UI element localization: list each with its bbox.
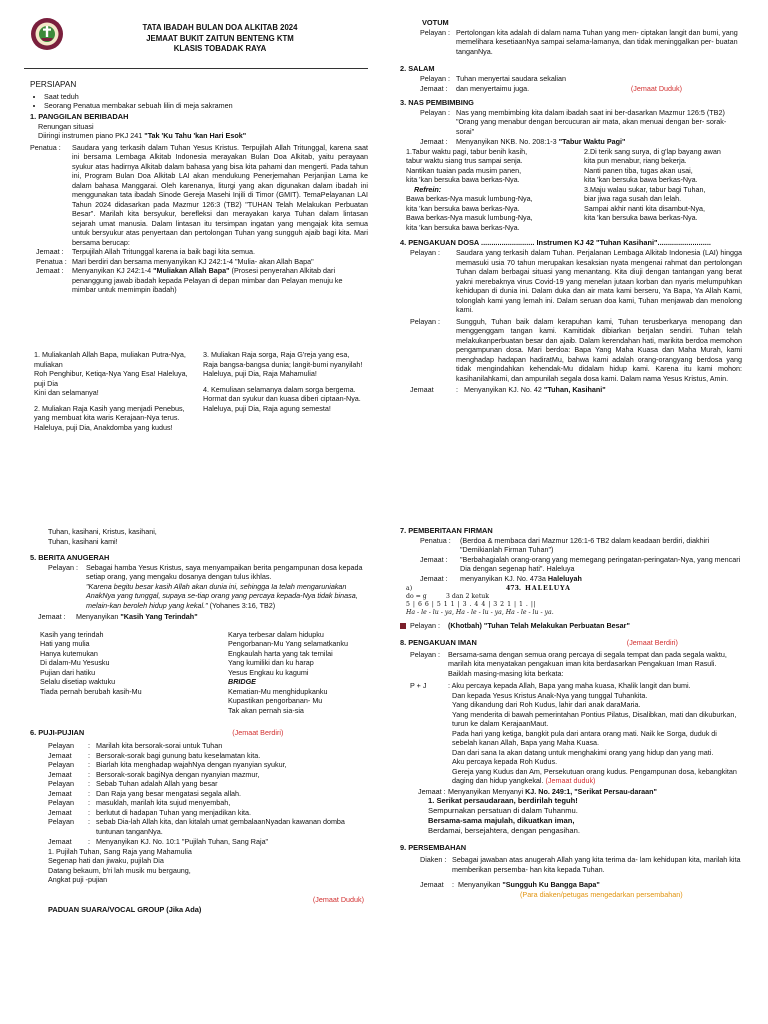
persiapan-title: PERSIAPAN xyxy=(30,80,77,89)
church-logo-icon xyxy=(30,17,64,51)
pelayan-text: Bersama-sama dengan semua orang percaya di segala tempat dan pada segala waktu, marilah kita menyatakan pengakuan iman kita berdasarkan Pengakuan Iman Rasuli. Baiklah masing-masing kita berkata: xyxy=(448,649,727,678)
refrain-label: Refrein: xyxy=(414,184,442,194)
posture-note: (Jemaat Duduk) xyxy=(630,83,682,93)
section-9-title: 9. PERSEMBAHAN xyxy=(400,843,467,853)
classis-name: KLASIS TOBADAK RAYA xyxy=(173,44,267,54)
pelayan-text: Tuhan menyertai saudara sekalian xyxy=(456,74,567,84)
posture-note: (Jemaat Berdiri) xyxy=(232,728,284,738)
jemaat-text: menyanyikan KJ. No. 473a Haleluyah xyxy=(460,573,582,583)
votum-title: VOTUM xyxy=(422,18,449,27)
creed-text: : Aku percaya kepada Allah, Bapa yang maha kuasa, Khalik langit dan bumi. Dan kepada Yesus Kristus Anak-Nya yang tunggal Tuhankita. Yang dikandung dari Roh Kudus, lahir dari anak daraMaria. Yang menderita di bawah pemerintahan Pontius Pilatus, Disalibkan, mati dan dikuburkan, turun ke dalam KerajaanMaut. Pada hari yang ketiga, bangkit pula dari antara orang mati. Naik ke Sorga, duduk di sebelah kanan Allah, Bapa yang Maha Kuasa. Dan dari sana Ia akan datang untuk menghakimi orang yang hidup dan yang mati. Aku percaya kepada Roh Kudus. Gereja yang Kudus dan Am, Persekutuan orang kudus. Pengampunan dosa, kebangkitan daging dan hidup yangkekal. (Jemaat duduk) xyxy=(448,681,737,786)
song-lyrics-right: Karya terbesar dalam hidupku Pengorbanan-Mu Yang selamatkanku Engkaulah harta yang tak ternilai Yang kumiliki dan ku harap Yesus Engkau ku kagumi BRIDGE Kematian-Mu menghidupkanku Kupastikan pengorbanan- Mu Tak akan pernah sia-sia xyxy=(228,630,370,716)
hymn-verses-right: 3. Muliakan Raja sorga, Raja G'reja yang esa, Raja bangsa-bangsa dunia; langit-bumi nyanyilah! Haleluya, puji Dia, Raja Mahamulia! 4. Kemuliaan selamanya dalam sorga bergema. Hormat dan syukur dan kuasa diberi ciptaan-Nya. Haleluya, puji Dia, Raja agung semesta! xyxy=(203,350,363,413)
music-score: a) 473. HALELUYA do = g 3 dan 2 ketuk 5 | 6 6 | 5 1 1 | 3 . 4 4 | 3 2 1 | 1 . || Ha - le - lu - ya, Ha - le - lu - ya, Ha - le - lu - ya. xyxy=(400,585,742,616)
church-name: JEMAAT BUKIT ZAITUN BENTENG KTM xyxy=(146,33,294,43)
right-column-top: VOTUM Pelayan : Pertolongan kita adalah di dalam nama Tuhan yang men- ciptakan langit dan bumi, yang memelihara kesetiaanNya sampai selama-lamanya, dan tidak meninggalkan per- buatan tanganNya. 2. SALAM Pelayan : Tuhan menyertai saudara sekalian Jemaat : dan menyertaimu juga. (Jemaat Duduk) 3. NAS PEMBIMBING Pelayan : Nas yang membimbing kita dalam ibadah saat ini ber-dasarkan Mazmur 126:5 (TB2) "Orang yang menabur dengan bercucuran air mata, akan menuai dengan ber- sorak-sorai" Jemaat : Menyanyikan NKB. No. 208:1-3 "Tabur Waktu Pagi" 1.Tabur waktu pagi, tabur benih kasih, tabur waktu siang trus sampai senja. Nantikan tuaian pada musim panen, kita 'kan bersuka bawa berkas-Nya. Refrein: Bawa berkas-Nya masuk lumbung-Nya, kita 'kan bersuka bawa berkas-Nya. Bawa berkas-Nya masuk lumbung-Nya, kita 'kan bersuka bawa berkas-Nya. 2.Di terik sang surya, di g'lap bayang awan kita pun menabur, riang bekerja. Nanti panen tiba, tugas akan usai, kita 'kan bersuka bawa berkas-Nya. 3.Maju walau sukar, tabur bagi Tuhan, biar jiwa raga susah dan lelah. Sampai akhir nanti kita disambut-Nya, kita 'kan bersuka bawa berkas-Nya. 4. PENGAKUAN DOSA .......................... Instrumen KJ 42 "Tuhan Kasihani".......................... Pelayan : Saudara yang terkasih dalam Tuhan. Perjalanan Lembaga Alkitab Indonesia (LAI) hingga memasuki usia 70 tahun merupakan kesaksian nyata mengenai rahmat dan pertolongan Tuhan dalam berbagai situasi yang menantang. Kita diuji dengan tantangan yang berat yakni merebaknya virus Covid-19 yang menelan jutaan korban dan nyaris melumpuhkan kehidupan di dunia ini. Dalam duka dan air mata kami berseru, Ya Bapa, Ya Allah Kami, tolonglah kami yang lemah ini. Dalam seruan doa kami, Tuhan menjawab dan menolong kami. Pelayan : Sungguh, Tuhan baik dalam kerapuhan kami, Tuhan terusberkarya menopang dan menggenggam tangan kami. Kamitidak dibiarkan berjalan sendiri. Tuhan telah melakukanperbuatan besar dan ajaib. Dalam kerendahan hati, marikita berdoa memohon pengampunan dosa. Mari berdoa: Bapa Yang Maha Kuasa dan Maha Murah, kami menghadap hadapan hadiratMu, bahwa kami adalah orang-orangyang berdosa yang tidak mengindahkan kehendak-Mu didalam hidup kami. Karena itu kami mohon: kasihanilahkami, dan ampunilah segala dosa kami. Dalam nama Yesus Kristus, Amin. Jemaat : Menyanyikan KJ. No. 42 "Tuhan, Kasihani" xyxy=(400,18,742,395)
instrumen-line: Diiringi instrumen piano PKJ 241 "Tak 'Ku Tahu 'kan Hari Esok" xyxy=(38,131,247,141)
jemaat-text: dan menyertaimu juga. xyxy=(456,83,530,93)
posture-note: (Jemaat Berdiri) xyxy=(626,637,678,647)
section-2-title: 2. SALAM xyxy=(400,64,435,74)
song-kj249: 1. Serikat persaudaraan, berdirilah teguh! Sempurnakan persatuan di dalam Tuhanmu. Bersama-sama majulah, dikuatkan iman, Berdamai, bersejahtera, dengan pengasihan. xyxy=(428,796,580,835)
score-lyrics: Ha - le - lu - ya, Ha - le - lu - ya, Ha - le - lu - ya. xyxy=(406,608,554,616)
penatua-text: Mari berdiri dan bersama menyanyikan KJ 242:1-4 "Mulia- akan Allah Bapa" xyxy=(72,256,314,266)
khotbah-text: (Khotbah) "Tuhan Telah Melakukan Perbuatan Besar" xyxy=(448,621,630,631)
section-5-title: 5. BERITA ANUGERAH xyxy=(30,553,110,562)
doc-title: TATA IBADAH BULAN DOA ALKITAB 2024 xyxy=(142,23,298,32)
diaken-text: Sebagai jawaban atas anugerah Allah yang kita terima da- lam kehidupan kita, marilah kita memberikan persemba- han kita kepada Tuhan. xyxy=(452,855,741,874)
jemaat-text: Menyanyikan Menyanyi KJ. No. 249:1, "Serikat Persau-daraan" xyxy=(448,786,657,796)
jemaat-text: Menyanyikan KJ 242:1-4 "Muliakan Allah Bapa" (Prosesi penyerahan Alkitab dari penanggung jawab ibadah kepada Pelayan di depan mimbar dan Pelayan menuju ke mimbar untuk memimpin ibadah) xyxy=(72,266,343,295)
posture-note: (Jemaat duduk) xyxy=(545,776,596,786)
anugerah-quote: "Karena begitu besar kasih Allah akan dunia ini, sehingga Ia telah mengaruniakan AnakNya yang tunggal, supaya se-tiap orang yang percaya kepada-Nya tidak binasa, melain-kan beroleh hidup yang kekal." (Yohanes 3:16, TB2) xyxy=(86,581,358,610)
song-nkb208-left: 1.Tabur waktu pagi, tabur benih kasih, tabur waktu siang trus sampai senja. Nantikan tuaian pada musim panen, kita 'kan bersuka bawa berkas-Nya. Refrein: Bawa berkas-Nya masuk lumbung-Nya, kita 'kan bersuka bawa berkas-Nya. Bawa berkas-Nya masuk lumbung-Nya, kita 'kan bersuka bawa berkas-Nya. xyxy=(406,147,584,233)
jemaat-text: Menyanyikan NKB. No. 208:1-3 "Tabur Waktu Pagi" xyxy=(456,137,626,147)
pelayan-text: Sebagai hamba Yesus Kristus, saya menyampaikan berita pengampunan dosa kepada setiap orang, yang mengaku dosanya dengan tulus ikhlas. xyxy=(86,562,363,582)
right-column-bottom: 7. PEMBERITAAN FIRMAN Penatua : (Berdoa & membaca dari Mazmur 126:1-6 TB2 dalam keadaan berdiri, diakhiri "Demikianlah Firman Tuhan") Jemaat : "Berbahagialah orang-orang yang memegang peringatan-peringatan-Nya, yang mencari Dia dengan segenap hati". Haleluya Jemaat : menyanyikan KJ. No. 473a Haleluyah a) 473. HALELUYA do = g 3 dan 2 ketuk 5 | 6 6 | 5 1 1 | 3 . 4 4 | 3 2 1 | 1 . || Ha - le - lu - ya, Ha - le - lu - ya, Ha - le - lu - ya. Pelayan : (Khotbah) "Tuhan Telah Melakukan Perbuatan Besar" 8. PENGAKUAN IMAN (Jemaat Berdiri) Pelayan : Bersama-sama dengan semua orang percaya di segala tempat dan pada segala waktu, marilah kita menyatakan pengakuan iman kita berdasarkan Pengakuan Iman Rasuli. Baiklah masing-masing kita berkata: P + J : Aku percaya kepada Allah, Bapa yang maha kuasa, Khalik langit dan bumi. Dan kepada Yesus Kristus Anak-Nya yang tunggal Tuhankita. Yang dikandung dari Roh Kudus, lahir dari anak daraMaria. Yang menderita di bawah pemerintahan Pontius Pilatus, Disalibkan, mati dan dikuburkan, turun ke dalam KerajaanMaut. Pada hari yang ketiga, bangkit pula dari antara orang mati. Naik ke Sorga, duduk di sebelah kanan Allah, Bapa yang Maha Kuasa. Dan dari sana Ia akan datang untuk menghakimi orang yang hidup dan yang mati. Aku percaya kepada Roh Kudus. Gereja yang Kudus dan Am, Persekutuan orang kudus. Pengampunan dosa, kebangkitan daging dan hidup yangkekal. (Jemaat duduk) Jemaat : Menyanyikan Menyanyi KJ. No. 249:1, "Serikat Persau-daraan" 1. Serikat persaudaraan, berdirilah teguh! Sempurnakan persatuan di dalam Tuhanmu. Bersama-sama majulah, dikuatkan iman, Berdamai, bersejahtera, dengan pengasihan. 9. PERSEMBAHAN Diaken : Sebagai jawaban atas anugerah Allah yang kita terima da- lam kehidupan kita, marilah kita memberikan persemba- han kita kepada Tuhan. Jemaat : Menyanyikan "Sungguh Ku Bangga Bapa" (Para diaken/petugas mengedarkan persembahan) xyxy=(400,526,741,899)
section-8-title: 8. PENGAKUAN IMAN xyxy=(400,637,477,647)
persiapan-item: • Saat teduh xyxy=(44,92,368,102)
section-6-title: 6. PUJI-PUJIAN xyxy=(30,728,85,738)
choir-line: PADUAN SUARA/VOCAL GROUP (Jika Ada) xyxy=(48,905,202,915)
jemaat-text: Menyanyikan KJ. No. 42 "Tuhan, Kasihani" xyxy=(464,385,606,395)
penatua-text: (Berdoa & membaca dari Mazmur 126:1-6 TB2 dalam keadaan berdiri, diakhiri "Demikianlah Firman Tuhan") xyxy=(460,535,710,555)
church-logo xyxy=(30,17,64,51)
kyrie-continuation: Tuhan, kasihani, Kristus, kasihani, Tuhan, kasihani kami! xyxy=(48,527,157,546)
jemaat-text: "Berbahagialah orang-orang yang memegang peringatan-peringatan-Nya, yang mencari Dia dengan segenap hati". Haleluya xyxy=(460,554,741,574)
jemaat-text: Menyanyikan KJ. No. 10:1 "Pujilah Tuhan, Sang Raja" xyxy=(96,837,269,847)
role-label: Penatua : xyxy=(30,142,61,152)
section-3-title: 3. NAS PEMBIMBING xyxy=(400,98,474,108)
renungan-line: Renungan situasi xyxy=(38,121,94,131)
persiapan-item: • Seorang Penatua membakar sebuah lilin di meja sakramen xyxy=(44,101,368,111)
left-column-top: PERSIAPAN • Saat teduh • Seorang Penatua membakar sebuah lilin di meja sakramen 1. PANGGILAN BERIBADAH Renungan situasi Diiringi instrumen piano PKJ 241 "Tak 'Ku Tahu 'kan Hari Esok" Penatua : Saudara yang terkasih dalam Tuhan Yesus Kristus. Terpujilah Allah Tritunggal, karena saat ini bersama Lembaga Alkitab Indonesia merayakan Bulan Doa Alkitab, yaitu perayaan syukur atas hadirnya Alkitab dalam bahasa yang bisa kita pahami dan mengerti. Pada tahun ini, Program Bulan Doa Alkitab LAI akan mendukung Penerjemahan Perjanjian Lama ke dalam bahasa Manggarai. Oleh karenanya, liturgi yang akan digunakan dalam ibadah ini menggunakan tata ibadah Sinode Gereja Masehi Injili di Timor (GMIT). TemaPelayanan LAI Tahun 2024 didasarkan pada Mazmur 126:3 (TB2) "TUHAN Telah Melakukan Perbuatan Besar". Marilah kita bersyukur, berefleksi dan merayakan karya Tuhan dalam lintasan sejarah umat manusia. Dalam lintasan itu tersimpan ingatan yang mengajak kita semua untuk bersyukur atas penyertaan dan pertolongan Tuhan yang sungguh ajaib bagi kita. Mari bersama berucap: Jemaat : Terpujilah Allah Tritunggal karena ia baik bagi kita semua. Penatua : Mari berdiri dan bersama menyanyikan KJ 242:1-4 "Mulia- akan Allah Bapa" Jemaat : Menyanyikan KJ 242:1-4 "Muliakan Allah Bapa" (Prosesi penyerahan Alkitab dari penanggung jawab ibadah kepada Pelayan di depan mimbar dan Pelayan menuju ke mimbar untuk memimpin ibadah) xyxy=(30,80,368,295)
section-7-title: 7. PEMBERITAAN FIRMAN xyxy=(400,526,493,535)
document-header xyxy=(80,23,360,55)
song-nkb208-right: 2.Di terik sang surya, di g'lap bayang awan kita pun menabur, riang bekerja. Nanti panen tiba, tugas akan usai, kita 'kan bersuka bawa berkas-Nya. 3.Maju walau sukar, tabur bagi Tuhan, biar jiwa raga susah dan lelah. Sampai akhir nanti kita disambut-Nya, kita 'kan bersuka bawa berkas-Nya. xyxy=(584,146,721,223)
jemaat-text: Menyanyikan "Sungguh Ku Bangga Bapa" xyxy=(458,880,600,890)
header-divider xyxy=(24,68,368,69)
jemaat-text: Terpujilah Allah Tritunggal karena ia baik bagi kita semua. xyxy=(72,247,255,257)
posture-note: (Jemaat Duduk) xyxy=(312,894,364,904)
penatua-text: Saudara yang terkasih dalam Tuhan Yesus Kristus. Terpujilah Allah Tritunggal, karena saat ini bersama Lembaga Alkitab Indonesia merayakan Bulan Doa Alkitab, yaitu perayaan syukur atas hadirnya Alkitab dalam bahasa yang bisa kita pahami dan mengerti. Pada tahun ini, Program Bulan Doa Alkitab LAI akan mendukung Penerjemahan Perjanjian Lama ke dalam bahasa Manggarai. Oleh karenanya, liturgi yang akan digunakan dalam ibadah ini menggunakan tata ibadah Sinode Gereja Masehi Injili di Timor (GMIT). TemaPelayanan LAI Tahun 2024 didasarkan pada Mazmur 126:3 (TB2) "TUHAN Telah Melakukan Perbuatan Besar". Marilah kita bersyukur, berefleksi dan merayakan karya Tuhan dalam lintasan sejarah umat manusia. Dalam lintasan itu tersimpan ingatan yang mengajak kita semua untuk bersyukur atas penyertaan dan pertolongan Tuhan yang sungguh ajaib bagi kita. Mari bersama berucap: xyxy=(72,142,368,247)
persiapan-list xyxy=(30,92,368,111)
responsive-reading: Pelayan : Marilah kita bersorak-sorai untuk Tuhan Jemaat : Bersorak-sorak bagi gunung batu keselamatan kita. Pelayan : Biarlah kita menghadap wajahNya dengan nyanyian syukur, Jemaat : Bersorak-sorak bagiNya dengan nyanyian mazmur, Pelayan : Sebab Tuhan adalah Allah yang besar Jemaat : Dan Raja yang besar mengatasi segala allah. Pelayan : masuklah, marilah kita sujud menyembah, Jemaat : berlutut di hadapan Tuhan yang menjadikan kita. Pelayan : sebab Dia-lah Allah kita, dan kitalah umat gembalaanNyadan kawanan domba tuntunan tanganNya. Jemaat : Menyanyikan KJ. No. 10:1 "Pujilah Tuhan, Sang Raja" xyxy=(30,741,370,847)
offering-note: (Para diaken/petugas mengedarkan persembahan) xyxy=(520,889,683,899)
pelayan-text: Sungguh, Tuhan baik dalam kerapuhan kami, Tuhan terusberkarya menopang dan menggenggam tangan kami. Kamitidak dibiarkan berjalan sendiri. Tuhan telah melakukanperbuatan besar dan ajaib. Dalam kerendahan hati, marikita berdoa memohon pengampunan dosa. Mari berdoa: Bapa Yang Maha Kuasa dan Maha Murah, kami menghadap hadapan hadiratMu, bahwa kami adalah orang-orangyang berdosa yang tidak mengindahkan kehendak-Mu didalam hidup kami. Karena itu kami mohon: kasihanilahkami, dan ampunilah segala dosa kami. Dalam nama Yesus Kristus, Amin. xyxy=(456,316,742,383)
section-4-title: 4. PENGAKUAN DOSA .......................... Instrumen KJ 42 "Tuhan Kasihani".......................... xyxy=(400,238,711,248)
jemaat-text: Menyanyikan "Kasih Yang Terindah" xyxy=(76,612,198,622)
section-1-title: 1. PANGGILAN BERIBADAH xyxy=(30,111,129,121)
pelayan-text: Saudara yang terkasih dalam Tuhan. Perjalanan Lembaga Alkitab Indonesia (LAI) hingga memasuki usia 70 tahun merupakan kesaksian nyata mengenai rahmat dan pertolongan Tuhan dalam berbagai situasi yang menantang. Kita diuji dengan tantangan yang berat yakni merebaknya virus Covid-19 yang menelan jutaan korban dan nyaris melumpuhkan kehidupan di dunia ini. Dalam duka dan air mata kami berseru, Ya Bapa, Ya Allah Kami, tolonglah kami yang lemah ini. Dalam seruan doa kami, Tuhan menjawab dan menolong kami. xyxy=(456,248,742,315)
bridge-label: BRIDGE xyxy=(228,677,256,687)
score-notes: 5 | 6 6 | 5 1 1 | 3 . 4 4 | 3 2 1 | 1 . || xyxy=(406,600,537,608)
pelayan-text: Nas yang membimbing kita dalam ibadah saat ini ber-dasarkan Mazmur 126:5 (TB2) "Orang yang menabur dengan bercucuran air mata, akan menuai dengan ber- sorak-sorai" xyxy=(456,107,727,136)
hymn-verses-left: 1. Muliakanlah Allah Bapa, muliakan Putra-Nya, muliakan Roh Penghibur, Ketiqa-Nya Yang Esa! Haleluya, puji Dia Kini dan selamanya! 2. Muliakan Raja Kasih yang menjadi Penebus, yang membuat kita waris Kerajaan-Nya terus. Haleluya, puji Dia, Anakdomba yang kudus! xyxy=(34,350,188,432)
pelayan-text: Pertolongan kita adalah di dalam nama Tuhan yang men- ciptakan langit dan bumi, yang memelihara kesetiaanNya sampai selama-lamanya, dan tidak meninggalkan per- buatan tanganNya. xyxy=(456,27,738,56)
left-column-bottom: Tuhan, kasihani, Kristus, kasihani, Tuhan, kasihani kami! 5. BERITA ANUGERAH Pelayan : Sebagai hamba Yesus Kristus, saya menyampaikan berita pengampunan dosa kepada setiap orang, yang mengaku dosanya dengan tulus ikhlas. "Karena begitu besar kasih Allah akan dunia ini, sehingga Ia telah mengaruniakan AnakNya yang tunggal, supaya se-tiap orang yang percaya kepada-Nya tidak binasa, melain-kan beroleh hidup yang kekal." (Yohanes 3:16, TB2) Jemaat : Menyanyikan "Kasih Yang Terindah" Kasih yang terindah Hati yang mulia Hanya kutemukan Di dalam-Mu Yesusku Pujian dari hatiku Selalu disetiap waktuku Tiada pernah berubah kasih-Mu Karya terbesar dalam hidupku Pengorbanan-Mu Yang selamatkanku Engkaulah harta yang tak ternilai Yang kumiliki dan ku harap Yesus Engkau ku kagumi BRIDGE Kematian-Mu menghidupkanku Kupastikan pengorbanan- Mu Tak akan pernah sia-sia 6. PUJI-PUJIAN (Jemaat Berdiri) Pelayan : Marilah kita bersorak-sorai untuk Tuhan Jemaat : Bersorak-sorak bagi gunung batu keselamatan kita. Pelayan : Biarlah kita menghadap wajahNya dengan nyanyian syukur, Jemaat : Bersorak-sorak bagiNya dengan nyanyian mazmur, Pelayan : Sebab Tuhan adalah Allah yang besar Jemaat : Dan Raja yang besar mengatasi segala allah. Pelayan : masuklah, marilah kita sujud menyembah, Jemaat : berlutut di hadapan Tuhan yang menjadikan kita. Pelayan : sebab Dia-lah Allah kita, dan kitalah umat gembalaanNyadan kawanan domba tuntunan tanganNya. Jemaat : Menyanyikan KJ. No. 10:1 "Pujilah Tuhan, Sang Raja" 1. Pujilah Tuhan, Sang Raja yang Mahamulia Segenap hati dan jiwaku, pujilah Dia Datang bekaum, b'ri lah musik mu bergaung, Angkat puji -pujian (Jemaat Duduk) PADUAN SUARA/VOCAL GROUP (Jika Ada) xyxy=(30,527,370,915)
song-lyrics-left: Kasih yang terindah Hati yang mulia Hanya kutemukan Di dalam-Mu Yesusku Pujian dari hatiku Selalu disetiap waktuku Tiada pernah berubah kasih-Mu xyxy=(40,629,142,696)
song-kj10: 1. Pujilah Tuhan, Sang Raja yang Mahamulia Segenap hati dan jiwaku, pujilah Dia Datang bekaum, b'ri lah musik mu bergaung, Angkat puji -pujian xyxy=(48,846,192,885)
bullet-icon xyxy=(400,623,406,629)
